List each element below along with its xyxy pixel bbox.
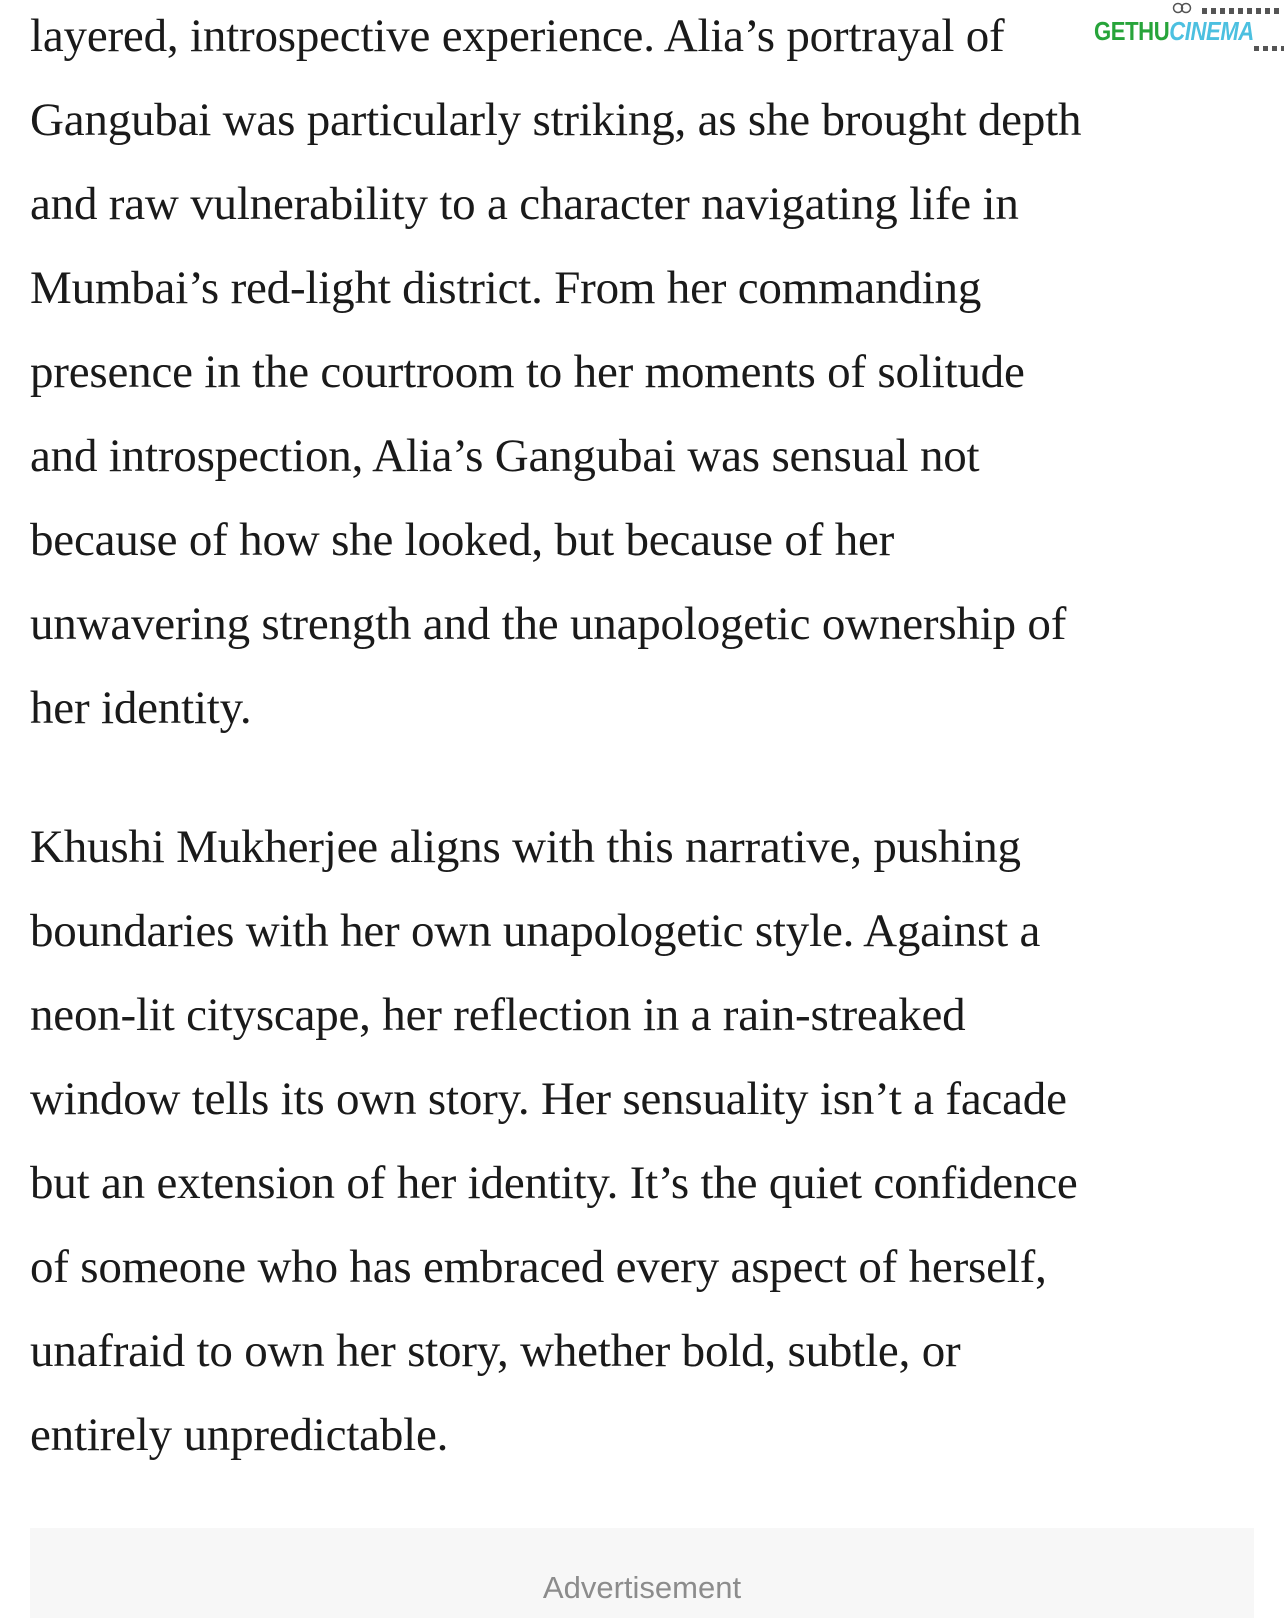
text-line: window tells its own story. Her sensuality isn’t a facade xyxy=(30,1073,1067,1125)
watermark-brand-part-2: CINEMA xyxy=(1169,16,1254,46)
paragraph xyxy=(30,0,1081,750)
text-line: entirely unpredictable. xyxy=(30,1409,449,1461)
text-line: unafraid to own her story, whether bold, subtle, or xyxy=(30,1325,961,1377)
film-strip-icon xyxy=(1202,8,1282,14)
text-line: because of how she looked, but because of her xyxy=(30,514,895,566)
text-line: Khushi Mukherjee aligns with this narrative, pushing xyxy=(30,821,1021,873)
text-line: unwavering strength and the unapologetic ownership of xyxy=(30,598,1067,650)
text-line: layered, introspective experience. Alia’s portrayal of xyxy=(30,10,1005,62)
text-line: boundaries with her own unapologetic style. Against a xyxy=(30,905,1041,957)
advertisement-label: Advertisement xyxy=(542,1570,742,1605)
text-line: Mumbai’s red-light district. From her commanding xyxy=(30,262,982,314)
watermark-text xyxy=(1094,16,1254,47)
film-strip-icon xyxy=(1254,46,1284,51)
text-line: her identity. xyxy=(30,682,252,734)
text-line: and raw vulnerability to a character navigating life in xyxy=(30,178,1019,230)
text-line: presence in the courtroom to her moments of solitude xyxy=(30,346,1025,398)
paragraph xyxy=(30,805,1078,1477)
watermark-logo xyxy=(1090,2,1284,50)
text-line: but an extension of her identity. It’s the quiet confidence xyxy=(30,1157,1078,1209)
text-line: and introspection, Alia’s Gangubai was sensual not xyxy=(30,430,980,482)
text-line: neon-lit cityscape, her reflection in a rain-streaked xyxy=(30,989,966,1041)
text-line: Gangubai was particularly striking, as she brought depth xyxy=(30,94,1082,146)
watermark-brand-part-1: GETHU xyxy=(1094,16,1170,46)
text-line: of someone who has embraced every aspect of herself, xyxy=(30,1241,1047,1293)
